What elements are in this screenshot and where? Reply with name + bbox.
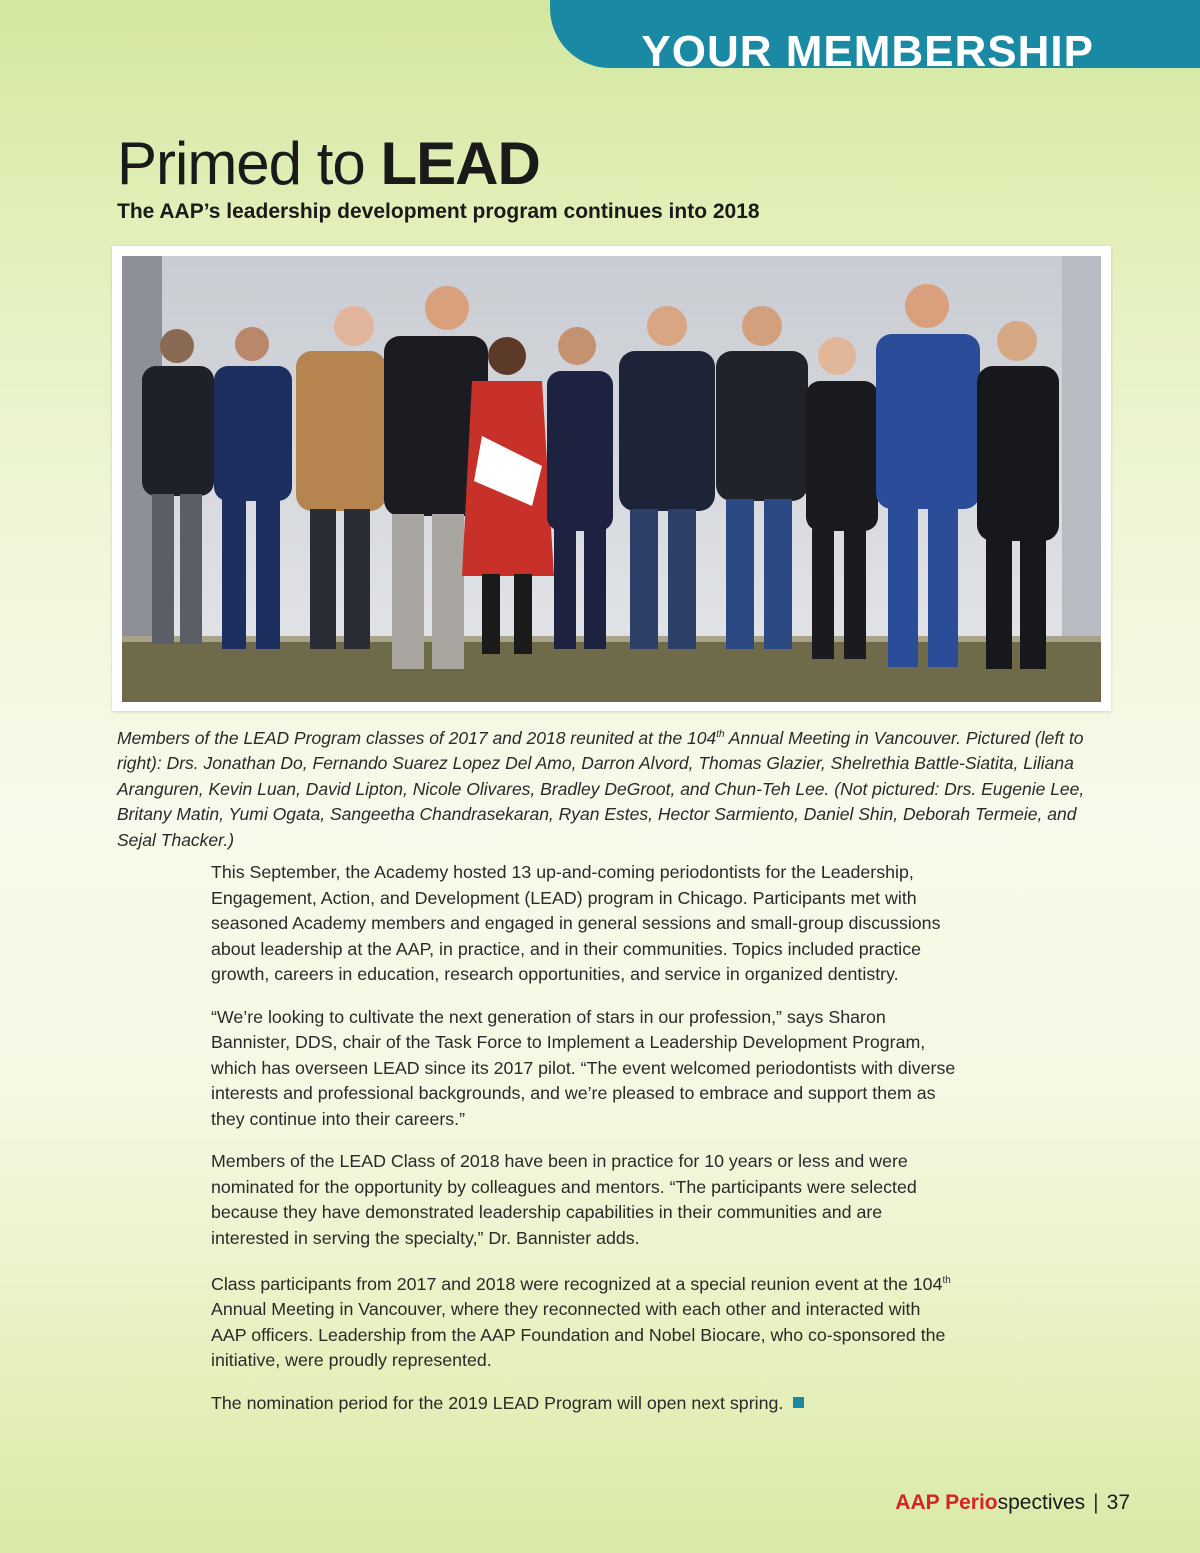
title-bold: LEAD xyxy=(380,130,540,197)
caption-text-1: Members of the LEAD Program classes of 2017 and 2018 reunited at the 104 xyxy=(117,727,717,748)
footer-separator: | xyxy=(1093,1491,1099,1514)
page-footer xyxy=(895,1491,1130,1515)
paragraph-4-text-1: Class participants from 2017 and 2018 were recognized at a special reunion event at the 104 xyxy=(211,1273,943,1294)
footer-brand-rest: spectives xyxy=(997,1491,1086,1514)
paragraph-3: Members of the LEAD Class of 2018 have been in practice for 10 years or less and were nominated for the opportunity by colleagues and mentors. “The participants were selected because they have demonstrated leadership capabilities in their communities and are interested in serving the specialty,” Dr. Bannister adds. xyxy=(211,1151,917,1248)
page-title xyxy=(117,128,540,200)
caption-superscript: th xyxy=(716,729,725,740)
paragraph-4-superscript: th xyxy=(942,1275,951,1286)
caption-text-2: Annual Meeting in Vancouver. Pictured (left to right): Drs. Jonathan Do, Fernando Suarez Lopez Del Amo, Darron Alvord, Thomas Glazier, Shelrethia Battle-Siatita, Liliana Aranguren, Kevin Luan, David Lipton, Nicole Olivares, Bradley DeGroot, and Chun-Teh Lee. (Not pictured: Drs. Eugenie Lee, Britany Matin, Yumi Ogata, Sangeetha Chandrasekaran, Ryan Estes, Hector Sarmiento, Daniel Shin, Deborah Termeie, and Sejal Thacker.) xyxy=(117,727,1085,850)
page-subtitle: The AAP’s leadership development program continues into 2018 xyxy=(117,200,760,223)
footer-brand-perio: Perio xyxy=(945,1491,998,1514)
paragraph-4 xyxy=(211,1268,956,1374)
group-photo-illustration xyxy=(122,256,1101,702)
article-body xyxy=(211,860,956,1433)
section-label: YOUR MEMBERSHIP xyxy=(641,27,1094,76)
paragraph-5-text: The nomination period for the 2019 LEAD Program will open next spring. xyxy=(211,1392,784,1413)
paragraph-2: “We’re looking to cultivate the next generation of stars in our profession,” says Sharon Bannister, DDS, chair of the Task Force to Implement a Leadership Development Program, which has overseen LEAD since its 2017 pilot. “The event welcomed periodontists with diverse interests and professional backgrounds, and we’re pleased to embrace and support them as they continue into their careers.” xyxy=(211,1006,956,1129)
title-light: Primed to xyxy=(117,130,381,197)
photo-caption xyxy=(117,722,1107,853)
paragraph-4-text-2: Annual Meeting in Vancouver, where they reconnected with each other and interacted with AAP officers. Leadership from the AAP Foundation and Nobel Biocare, who co-sponsored the initiative, were proudly represented. xyxy=(211,1299,946,1371)
paragraph-1: This September, the Academy hosted 13 up-and-coming periodontists for the Leadership, Engagement, Action, and Development (LEAD) program in Chicago. Participants met with seasoned Academy members and engaged in general sessions and small-group discussions about leadership at the AAP, in practice, and in their communities. Topics included practice growth, careers in education, research opportunities, and service in organized dentistry. xyxy=(211,862,941,984)
page-number: 37 xyxy=(1106,1491,1130,1514)
section-banner xyxy=(550,0,1200,76)
end-of-article-icon xyxy=(793,1397,804,1408)
paragraph-5 xyxy=(211,1391,956,1417)
footer-brand-aap: AAP xyxy=(895,1491,946,1514)
group-photo xyxy=(112,246,1111,711)
